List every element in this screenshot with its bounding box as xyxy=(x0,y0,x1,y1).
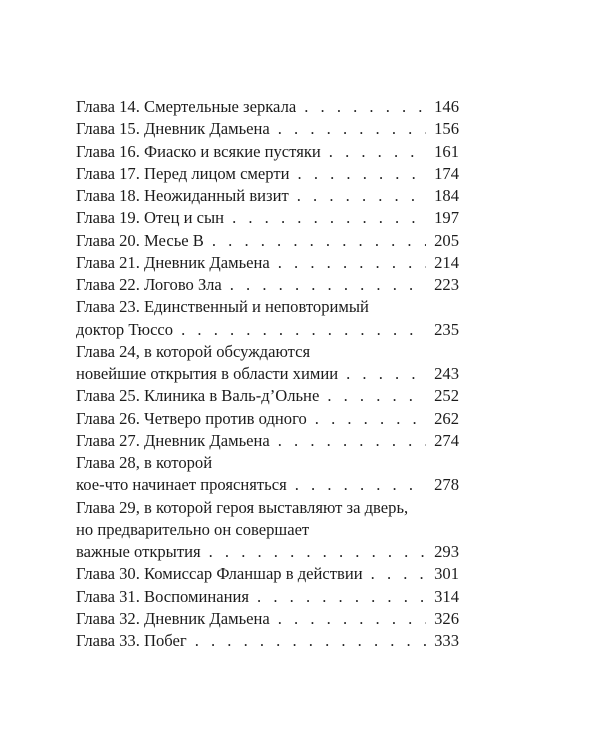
toc-title: Глава 30. Комиссар Фланшар в действии xyxy=(76,564,363,584)
table-of-contents xyxy=(76,96,459,652)
toc-title: Глава 19. Отец и сын xyxy=(76,208,225,228)
page-number: 184 xyxy=(434,186,459,205)
page-number: 326 xyxy=(434,608,459,628)
toc-entry xyxy=(76,230,459,252)
dot-leader xyxy=(181,319,426,341)
toc-line xyxy=(76,497,459,519)
page-number: 314 xyxy=(434,586,459,606)
toc-entry xyxy=(76,163,459,185)
page-number: 161 xyxy=(434,141,459,161)
page-number: 205 xyxy=(434,230,459,250)
dot-leader xyxy=(329,141,426,163)
toc-entry xyxy=(76,274,459,296)
toc-title: Глава 22. Логово Зла xyxy=(76,275,222,294)
toc-line xyxy=(76,430,459,452)
dot-leader xyxy=(297,185,426,207)
toc-title: Глава 32. Дневник Дамьена xyxy=(76,608,270,628)
toc-title: Глава 17. Перед лицом смерти xyxy=(76,163,290,183)
dot-leader xyxy=(327,385,426,407)
toc-title-line: Глава 28, в которой xyxy=(76,453,213,472)
toc-line xyxy=(76,630,459,652)
page-number: 146 xyxy=(434,97,459,116)
toc-line xyxy=(76,274,459,296)
toc-title-line: Глава 23. Единственный и неповторимый xyxy=(76,297,369,317)
toc-line xyxy=(76,452,459,474)
toc-title-line: но предварительно он совершает xyxy=(76,519,310,539)
toc-title: Глава 31. Воспоминания xyxy=(76,586,250,606)
dot-leader xyxy=(346,363,426,385)
toc-line xyxy=(76,408,459,430)
toc-line xyxy=(76,474,459,496)
toc-line xyxy=(76,563,459,585)
dot-leader xyxy=(298,163,427,185)
page-number: 174 xyxy=(434,163,459,183)
toc-line xyxy=(76,519,459,541)
toc-line xyxy=(76,118,459,140)
toc-title: Глава 33. Побег xyxy=(76,631,187,650)
toc-entry xyxy=(76,408,459,430)
toc-entry xyxy=(76,185,459,207)
dot-leader xyxy=(257,586,426,608)
toc-line xyxy=(76,141,459,163)
page-number: 235 xyxy=(434,319,459,339)
toc-entry xyxy=(76,563,459,585)
dot-leader xyxy=(295,474,426,496)
toc-title: Глава 15. Дневник Дамьена xyxy=(76,119,270,139)
toc-line xyxy=(76,363,459,385)
toc-line xyxy=(76,319,459,341)
toc-line xyxy=(76,341,459,363)
toc-entry xyxy=(76,96,459,118)
toc-title: Глава 20. Месье В xyxy=(76,230,204,250)
page-number: 278 xyxy=(434,475,459,495)
toc-line xyxy=(76,163,459,185)
toc-entry xyxy=(76,207,459,229)
toc-entry xyxy=(76,141,459,163)
page-number: 262 xyxy=(434,408,459,428)
page-number: 252 xyxy=(434,386,459,406)
toc-entry xyxy=(76,630,459,652)
toc-line xyxy=(76,608,459,630)
toc-entry xyxy=(76,252,459,274)
toc-line xyxy=(76,96,459,118)
toc-title-line: Глава 24, в которой обсуждаются xyxy=(76,341,311,361)
dot-leader xyxy=(371,563,426,585)
page-number: 333 xyxy=(434,631,459,650)
dot-leader xyxy=(209,541,427,563)
toc-entry xyxy=(76,497,459,564)
toc-entry xyxy=(76,586,459,608)
toc-line xyxy=(76,252,459,274)
toc-title: Глава 16. Фиаско и всякие пустяки xyxy=(76,141,321,161)
dot-leader xyxy=(278,608,426,630)
toc-entry xyxy=(76,430,459,452)
dot-leader xyxy=(278,430,426,452)
dot-leader xyxy=(230,274,426,296)
dot-leader xyxy=(195,630,426,652)
toc-title: новейшие открытия в области химии xyxy=(76,364,339,383)
toc-title: важные открытия xyxy=(76,542,201,561)
toc-entry xyxy=(76,385,459,407)
toc-title: кое-что начинает проясняться xyxy=(76,475,287,495)
toc-title: доктор Тюссо xyxy=(76,319,174,339)
page-number: 223 xyxy=(434,275,459,294)
page-number: 197 xyxy=(434,208,459,228)
dot-leader xyxy=(278,252,426,274)
toc-title: Глава 18. Неожиданный визит xyxy=(76,186,289,205)
toc-line xyxy=(76,207,459,229)
toc-entry xyxy=(76,118,459,140)
dot-leader xyxy=(212,230,426,252)
toc-line xyxy=(76,296,459,318)
toc-entry xyxy=(76,341,459,386)
dot-leader xyxy=(315,408,426,430)
page-number: 214 xyxy=(434,252,459,272)
page-number: 293 xyxy=(434,542,459,561)
dot-leader xyxy=(232,207,426,229)
toc-line xyxy=(76,185,459,207)
toc-line xyxy=(76,230,459,252)
page-number: 243 xyxy=(434,364,459,383)
dot-leader xyxy=(278,118,426,140)
toc-title: Глава 21. Дневник Дамьена xyxy=(76,252,270,272)
page-number: 301 xyxy=(434,564,459,584)
toc-entry xyxy=(76,296,459,341)
toc-title: Глава 26. Четверо против одного xyxy=(76,408,307,428)
toc-entry xyxy=(76,608,459,630)
toc-line xyxy=(76,541,459,563)
page-number: 274 xyxy=(434,430,459,450)
toc-title-line: Глава 29, в которой героя выставляют за дверь, xyxy=(76,497,409,517)
toc-entry xyxy=(76,452,459,497)
toc-line xyxy=(76,385,459,407)
toc-title: Глава 25. Клиника в Валь-д’Ольне xyxy=(76,386,320,406)
toc-title: Глава 27. Дневник Дамьена xyxy=(76,430,270,450)
page-number: 156 xyxy=(434,119,459,139)
toc-title: Глава 14. Смертельные зеркала xyxy=(76,97,297,116)
toc-line xyxy=(76,586,459,608)
dot-leader xyxy=(304,96,426,118)
